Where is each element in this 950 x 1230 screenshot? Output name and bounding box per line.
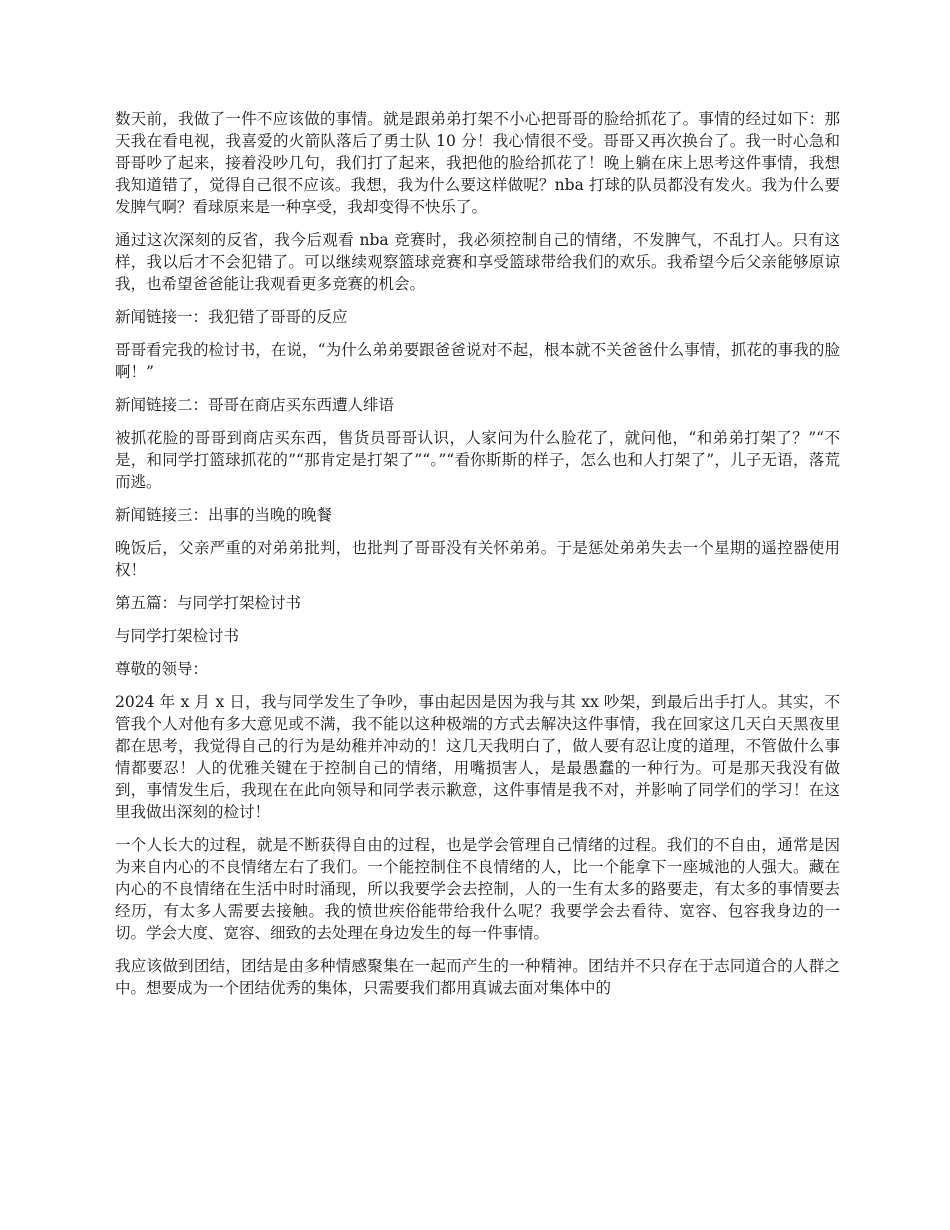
- paragraph-letter-body: 2024 年 x 月 x 日，我与同学发生了争吵，事由起因是因为我与其 xx 吵架，到最后出手打人。其实，不管我个人对他有多大意见或不满，我不能以这种极端的方式去解决这件事情，我在回家这几天白天黑夜里都在思考，我觉得自己的行为是幼稚并冲动的！这几天我明白了，做人要有忍让度的道理，不管做什么事情都要忍！人的优雅关键在于控制自己的情绪，用嘴损害人，是最愚蠢的一种行为。可是那天我没有做到，事情发生后，我现在在此向领导和同学表示歉意，这件事情是我不对，并影响了同学们的学习！在这里我做出深刻的检讨！: [115, 693, 840, 821]
- section-heading-part-five: 第五篇：与同学打架检讨书: [115, 594, 302, 612]
- paragraph-growing-up: 一个人长大的过程，就是不断获得自由的过程，也是学会管理自己情绪的过程。我们的不自由，通常是因为来自内心的不良情绪左右了我们。一个能控制住不良情绪的人，比一个能拿下一座城池的人强大。藏在内心的不良情绪在生活中时时涌现，所以我要学会去控制，人的一生有太多的路要走，有太多的事情要去经历，有太多人需要去接触。我的愤世疾俗能带给我什么呢？我要学会去看待、宽容、包容我身边的一切。学会大度、宽容、细致的去处理在身边发生的每一件事情。: [115, 836, 840, 942]
- document-body: [115, 108, 840, 1010]
- letter-salutation: 尊敬的领导：: [115, 660, 209, 678]
- paragraph-incident: 数天前，我做了一件不应该做的事情。就是跟弟弟打架不小心把哥哥的脸给抓花了。事情的经过如下：那天我在看电视，我喜爱的火箭队落后了勇士队 10 分！我心情很不受。哥哥又再次换台了。我一时心急和哥哥吵了起来，接着没吵几句，我们打了起来，我把他的脸给抓花了！晚上躺在床上思考这件事情，我想我知道错了，觉得自己很不应该。我想，我为什么要这样做呢？nba 打球的队员都没有发火。我为什么要发脾气啊？看球原来是一种享受，我却变得不快乐了。: [115, 110, 840, 216]
- news-link-heading-1: 新闻链接一：我犯错了哥哥的反应: [115, 308, 348, 326]
- paragraph-store: 被抓花脸的哥哥到商店买东西，售货员哥哥认识，人家问为什么脸花了，就问他，“和弟弟打架了？”“不是，和同学打篮球抓花的”“那肯定是打架了”“。”“看你斯斯的样子，怎么也和人打架了”，儿子无语，落荒而逃。: [115, 429, 840, 491]
- news-link-heading-2: 新闻链接二：哥哥在商店买东西遭人绯语: [115, 396, 395, 414]
- paragraph-unity: 我应该做到团结，团结是由多种情感聚集在一起而产生的一种精神。团结并不只存在于志同道合的人群之中。想要成为一个团结优秀的集体，只需要我们都用真诚去面对集体中的: [115, 957, 840, 997]
- news-link-heading-3: 新闻链接三：出事的当晚的晚餐: [115, 506, 333, 524]
- paragraph-reflection: 通过这次深刻的反省，我今后观看 nba 竞赛时，我必须控制自己的情绪，不发脾气，不乱打人。只有这样，我以后才不会犯错了。可以继续观察篮球竞赛和享受篮球带给我们的欢乐。我希望今后父亲能够原谅我，也希望爸爸能让我观看更多竞赛的机会。: [115, 231, 840, 293]
- paragraph-brother-reaction: 哥哥看完我的检讨书，在说，“为什么弟弟要跟爸爸说对不起，根本就不关爸爸什么事情，抓花的事我的脸啊！”: [115, 341, 840, 381]
- letter-title: 与同学打架检讨书: [115, 627, 240, 645]
- paragraph-dinner: 晚饭后，父亲严重的对弟弟批判，也批判了哥哥没有关怀弟弟。于是惩处弟弟失去一个星期的遥控器使用权！: [115, 539, 840, 579]
